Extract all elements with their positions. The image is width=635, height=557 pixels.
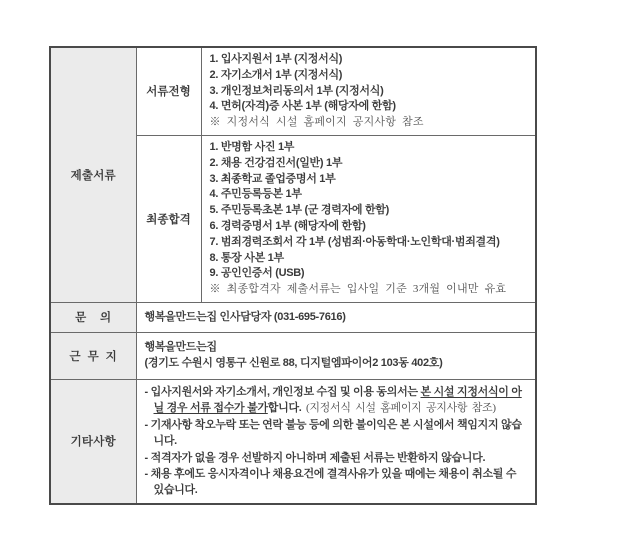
etc-bullet: - 채용 후에도 응시자격이나 채용요건에 결격사유가 있을 때에는 채용이 취소될 수 있습니다. — [144, 467, 517, 497]
submission-info-table — [49, 46, 537, 505]
workplace-address: (경기도 수원시 영통구 신원로 88, 디지털엠파이어2 103동 402호) — [144, 356, 443, 369]
etc-bullet-1-emphasis: 본 시설 지정서식이 아닐 경우 서류 접수가 불가 — [153, 385, 522, 415]
doc-item: 2. 채용 건강검진서(일반) 1부 — [209, 156, 343, 169]
doc-screening-note: ※ 지정서식 시설 홈페이지 공지사항 참조 — [209, 116, 424, 129]
doc-item: 1. 반명함 사진 1부 — [209, 140, 295, 153]
doc-item: 4. 면허(자격)증 사본 1부 (해당자에 한함) — [209, 100, 396, 113]
inquiry-header-cell: 문 의 — [50, 302, 136, 332]
etc-bullet-1-note: (지정서식 시설 홈페이지 공지사항 참조) — [301, 402, 496, 415]
doc-screening-item-list — [210, 52, 528, 115]
etc-bullet — [145, 384, 528, 417]
doc-item: 3. 최종학교 졸업증명서 1부 — [209, 172, 336, 185]
doc-item: 8. 통장 사본 1부 — [209, 251, 284, 264]
workplace-header-cell: 근 무 지 — [50, 332, 136, 379]
etc-bullet-1-pre: - 입사지원서와 자기소개서, 개인정보 수집 및 이용 동의서는 — [144, 385, 421, 398]
doc-item: 2. 자기소개서 1부 (지정서식) — [209, 68, 343, 81]
submission-docs-header-cell: 제출서류 — [50, 47, 136, 302]
final-pass-header-cell: 최종합격 — [136, 135, 201, 302]
final-pass-item-list — [210, 140, 528, 282]
etc-bullet-1-bold: 합니다. — [267, 402, 302, 415]
doc-screening-items-cell — [201, 47, 536, 135]
final-pass-items-cell — [201, 135, 536, 302]
final-pass-note: ※ 최종합격자 제출서류는 입사일 기준 3개월 이내만 유효 — [209, 283, 507, 296]
etc-header-cell: 기타사항 — [50, 379, 136, 503]
etc-content-cell — [136, 379, 536, 503]
etc-bullet: - 기재사항 착오누락 또는 연락 불능 등에 의한 불이익은 본 시설에서 책임지지 않습니다. — [144, 418, 522, 448]
workplace-name: 행복을만드는집 — [144, 341, 217, 354]
doc-item: 9. 공인인증서 (USB) — [209, 267, 305, 280]
doc-item: 5. 주민등록초본 1부 (군 경력자에 한함) — [209, 204, 389, 217]
doc-item: 1. 입사지원서 1부 (지정서식) — [209, 53, 343, 65]
doc-item: 6. 경력증명서 1부 (해당자에 한함) — [209, 219, 366, 232]
doc-item: 3. 개인정보처리동의서 1부 (지정서식) — [209, 84, 384, 97]
doc-item: 7. 범죄경력조회서 각 1부 (성범죄·아동학대·노인학대·범죄결격) — [209, 235, 500, 248]
doc-screening-header-cell: 서류전형 — [136, 47, 201, 135]
workplace-content-cell — [136, 332, 536, 379]
etc-bullet: - 적격자가 없을 경우 선발하지 아니하며 제출된 서류는 반환하지 않습니다. — [144, 451, 486, 464]
inquiry-contact: 행복을만드는집 인사담당자 (031-695-7616) — [144, 310, 346, 323]
inquiry-content-cell — [136, 302, 536, 332]
doc-item: 4. 주민등록등본 1부 — [209, 188, 302, 201]
